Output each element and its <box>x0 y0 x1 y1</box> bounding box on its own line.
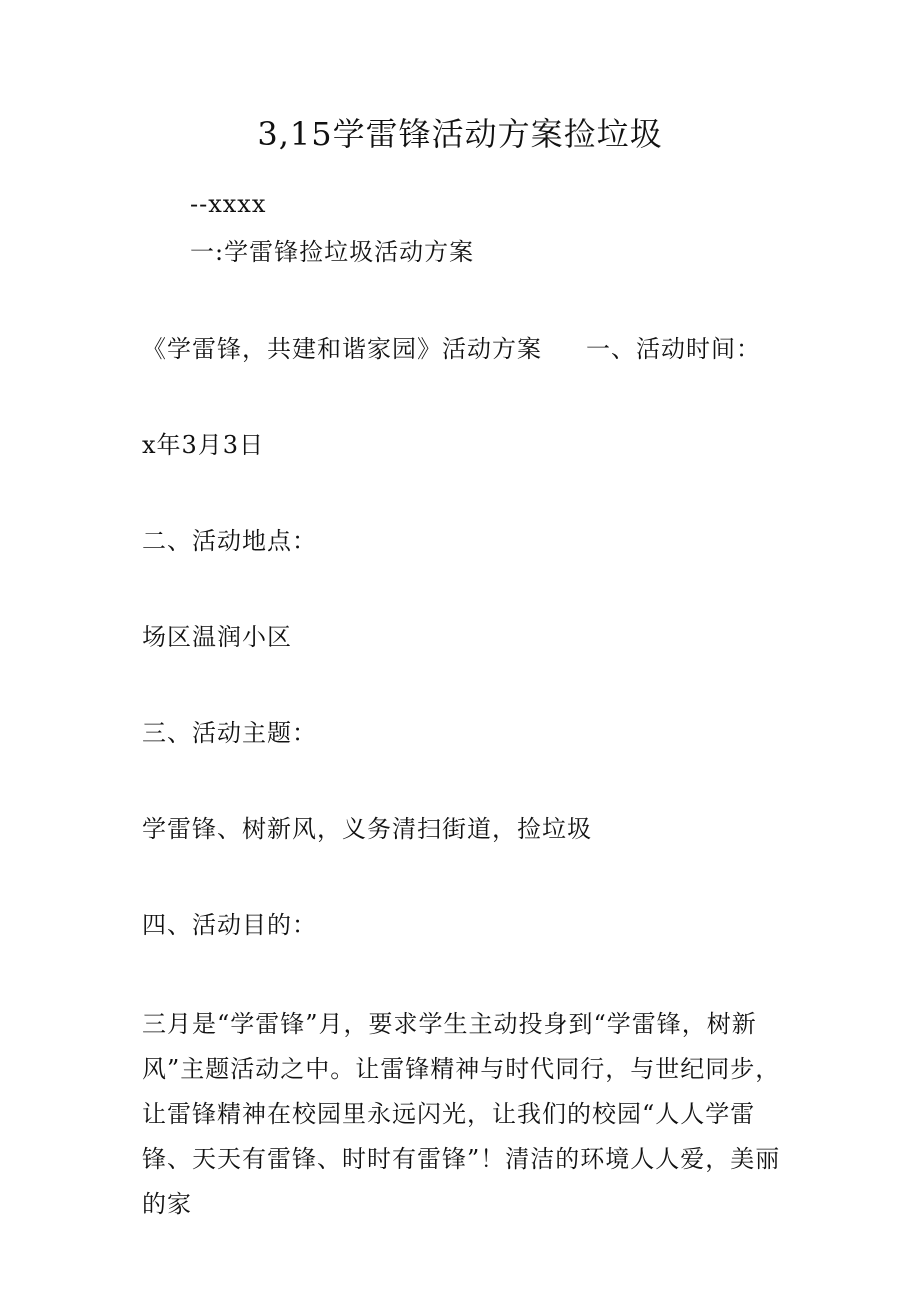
section-1-heading: 一、活动时间： <box>586 335 761 363</box>
subtitle: 一:学雷锋捡垃圾活动方案 <box>190 238 475 266</box>
intro-line: 《学雷锋，共建和谐家园》活动方案 <box>142 335 542 363</box>
section-3-heading: 三、活动主题： <box>142 719 317 747</box>
section-4-paragraph: 三月是“学雷锋”月，要求学生主动投身到“学雷锋，树新风”主题活动之中。让雷锋精神与时代同行，与世纪同步，让雷锋精神在校园里永远闪光，让我们的校园“人人学雷锋、天天有雷锋、时时有雷锋”！清洁的环境人人爱，美丽的家 <box>142 1010 781 1218</box>
section-2-heading: 二、活动地点： <box>142 527 317 555</box>
section-3-value: 学雷锋、树新风，义务清扫街道，捡垃圾 <box>142 815 592 843</box>
author-line: --xxxx <box>190 190 267 218</box>
document-title: 3,15学雷锋活动方案捡垃圾 <box>257 115 663 153</box>
section-4-heading: 四、活动目的： <box>142 911 317 939</box>
section-2-value: 场区温润小区 <box>142 623 292 651</box>
section-1-value: x年3月3日 <box>142 431 265 459</box>
